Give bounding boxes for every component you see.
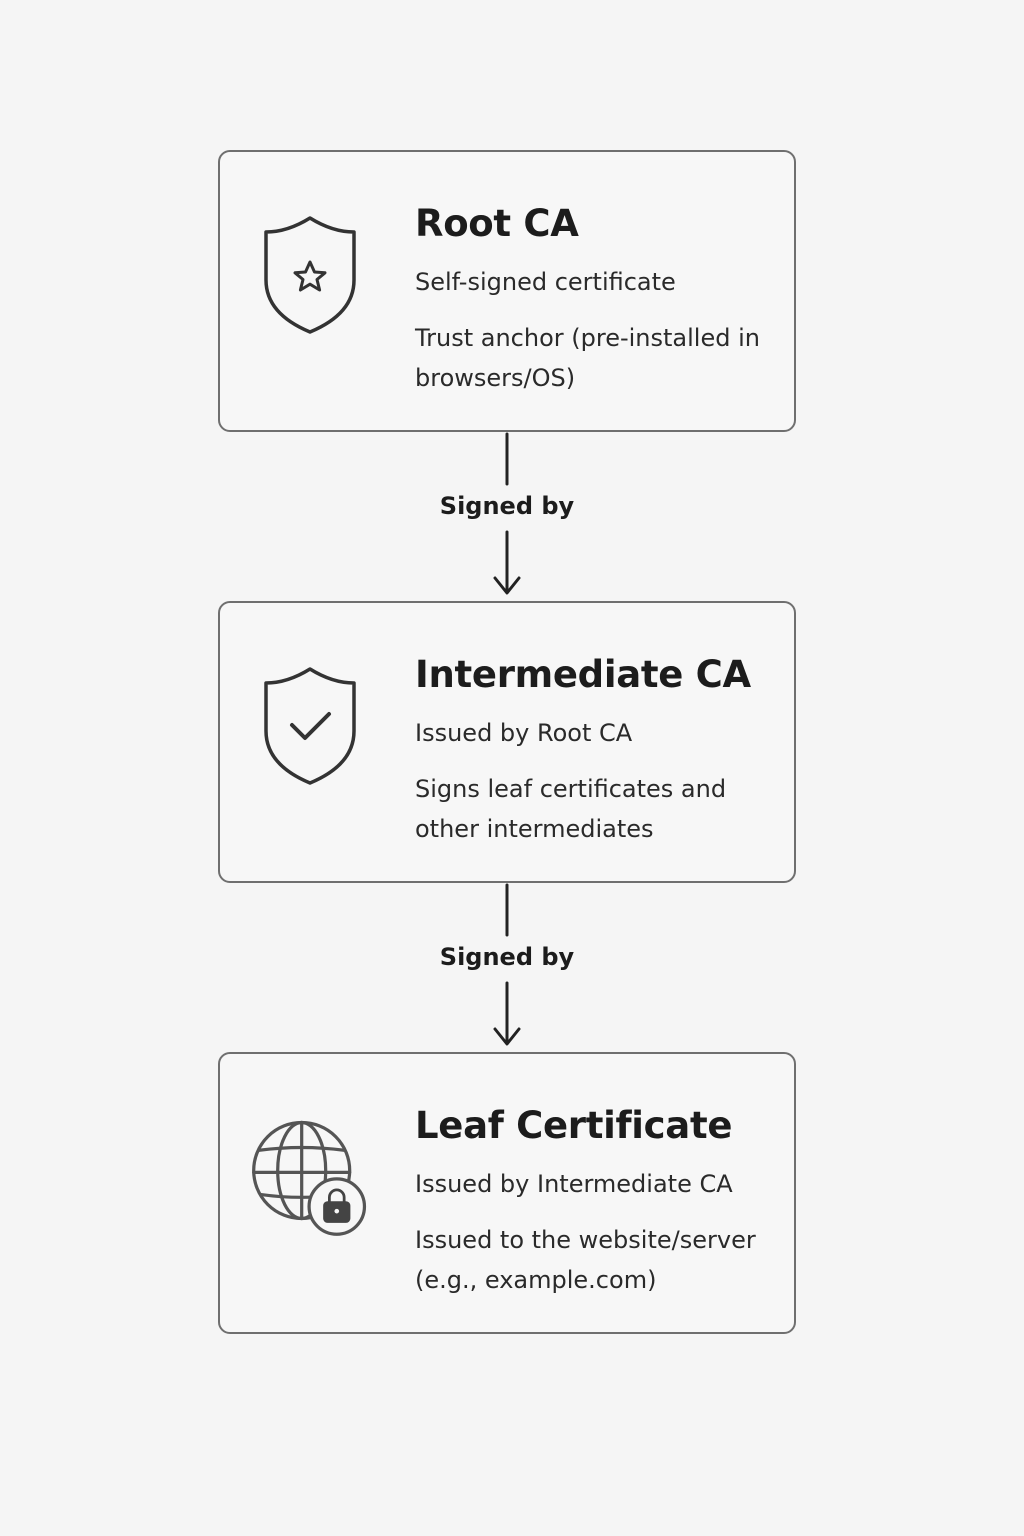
card-title: Leaf Certificate xyxy=(415,1104,733,1147)
shield-star-icon xyxy=(250,210,370,340)
globe-lock-icon xyxy=(250,1112,370,1242)
card-title: Intermediate CA xyxy=(415,653,751,696)
card-description: Self-signed certificate xyxy=(415,268,676,296)
card-detail: Issued to the website/server (e.g., example.com) xyxy=(415,1226,756,1294)
connector-label: Signed by xyxy=(430,941,584,973)
leaf-certificate-card xyxy=(218,1052,796,1334)
shield-check-icon xyxy=(250,661,370,791)
intermediate-ca-card xyxy=(218,601,796,883)
card-description: Issued by Root CA xyxy=(415,719,633,747)
connector-label: Signed by xyxy=(430,490,584,522)
card-description: Issued by Intermediate CA xyxy=(415,1170,733,1198)
root-ca-card xyxy=(218,150,796,432)
signed-by-connector xyxy=(430,883,584,1053)
card-detail: Trust anchor (pre-installed in browsers/OS) xyxy=(415,324,760,392)
signed-by-connector xyxy=(430,432,584,602)
card-detail: Signs leaf certificates and other intermediates xyxy=(415,775,727,843)
card-title: Root CA xyxy=(415,202,579,245)
